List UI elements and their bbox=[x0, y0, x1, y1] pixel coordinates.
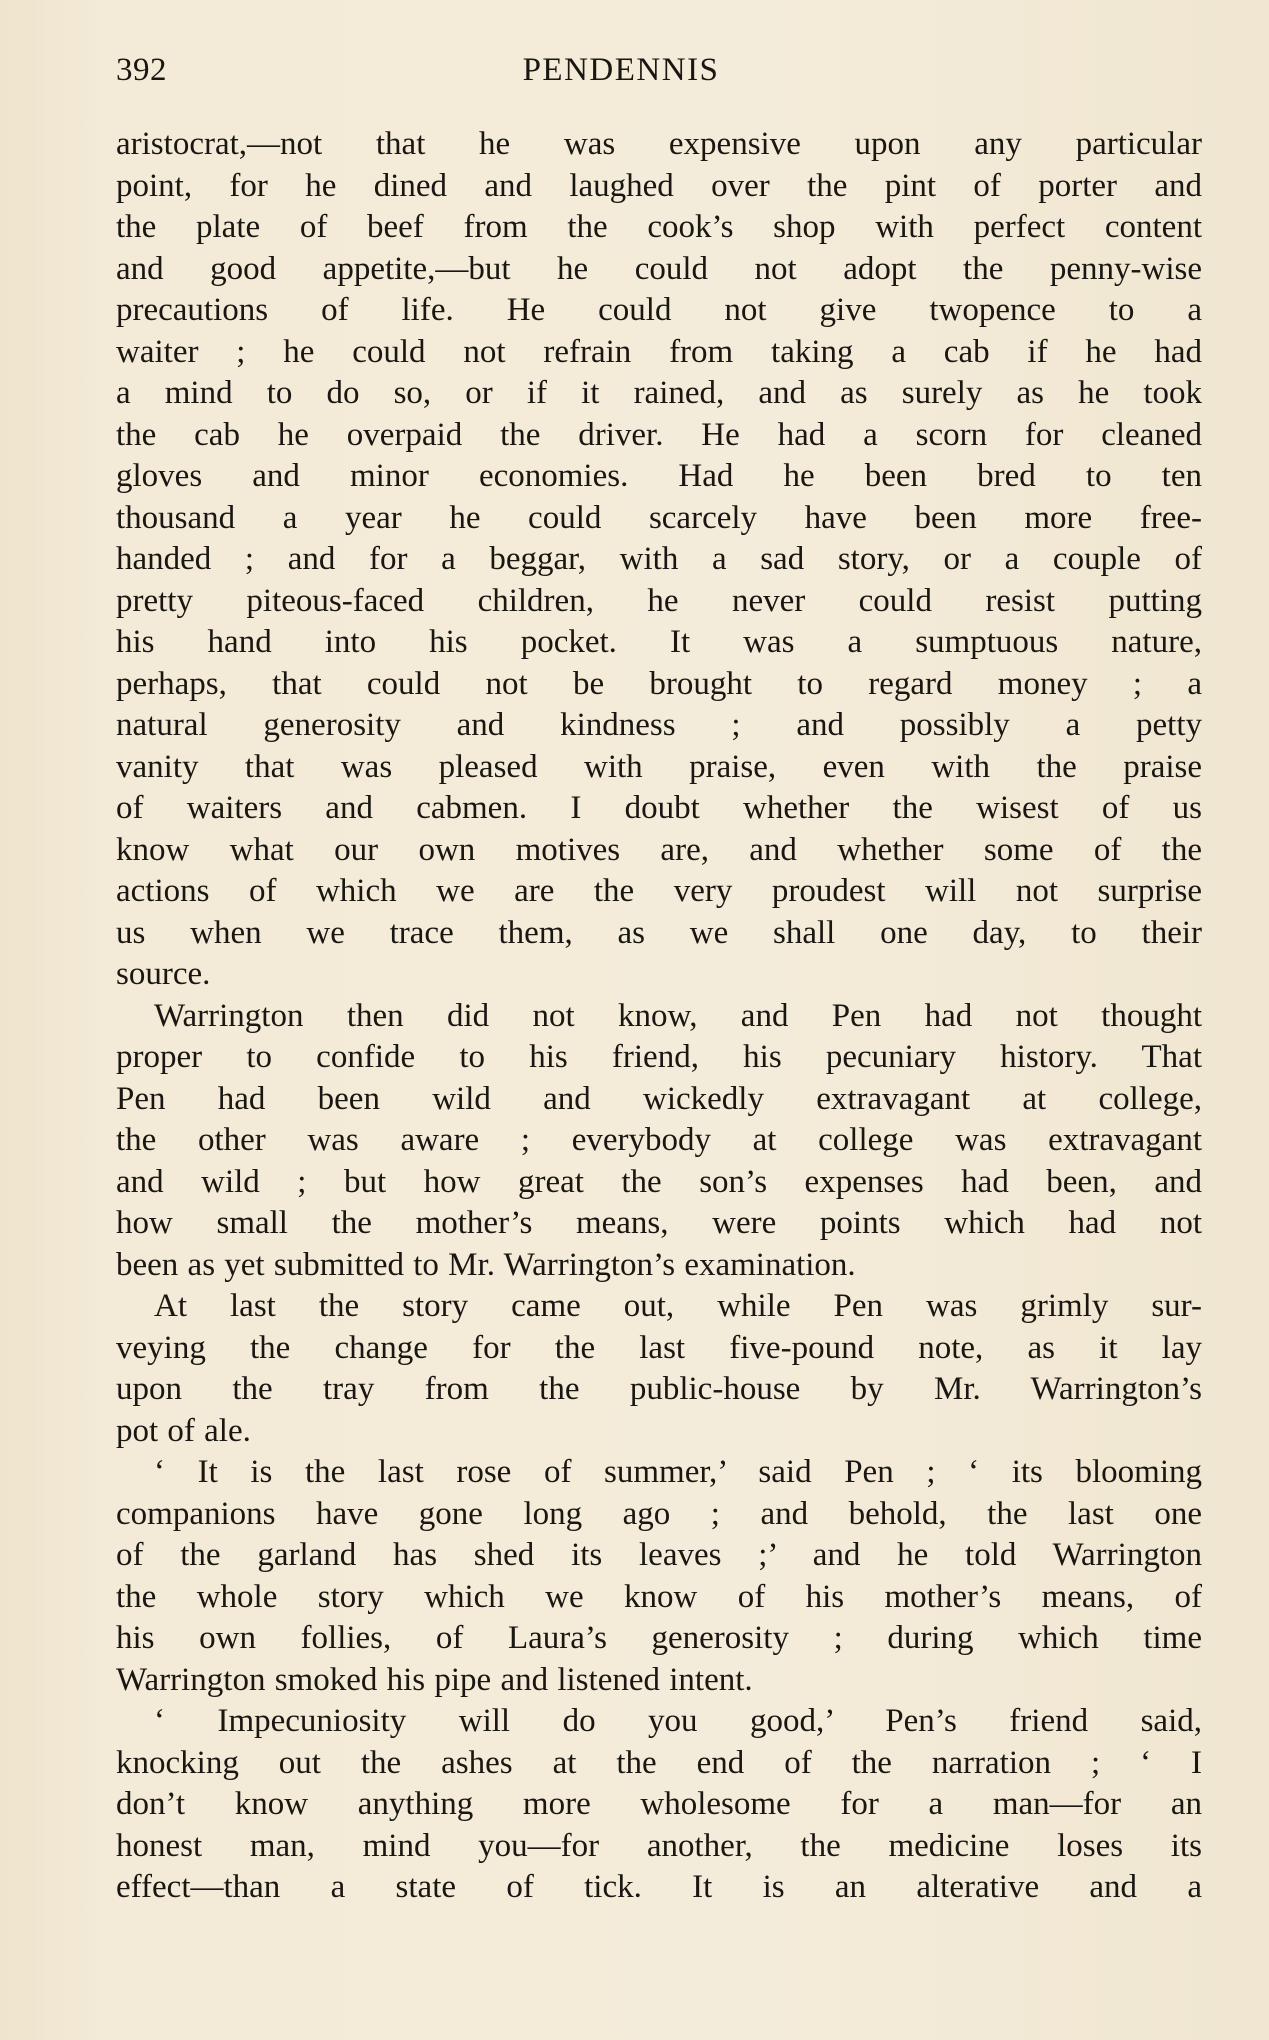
text-line: and wild ; but how great the son’s expenses had been, and bbox=[116, 1163, 1202, 1200]
text-line: pot of ale. bbox=[116, 1412, 251, 1449]
text-line: honest man, mind you—for another, the medicine loses its bbox=[116, 1827, 1202, 1864]
text-line: ‘ Impecuniosity will do you good,’ Pen’s friend said, bbox=[154, 1703, 1202, 1739]
text-line: gloves and minor economies. Had he been bred to ten bbox=[116, 458, 1202, 494]
text-line: companions have gone long ago ; and behold, the last one bbox=[116, 1495, 1202, 1532]
text-line: the whole story which we know of his mother’s means, of bbox=[116, 1578, 1202, 1615]
text-line: proper to confide to his friend, his pecuniary history. That bbox=[116, 1039, 1202, 1075]
text-line: know what our own motives are, and whether some of the bbox=[116, 831, 1202, 868]
text-line: precautions of life. He could not give twopence to a bbox=[116, 292, 1202, 328]
text-line: waiter ; he could not refrain from taking a cab if he had bbox=[116, 333, 1202, 370]
text-line: a mind to do so, or if it rained, and as surely as he took bbox=[116, 375, 1202, 411]
text-line: aristocrat,—not that he was expensive upon any particular bbox=[116, 126, 1202, 162]
text-line: of the garland has shed its leaves ;’ and he told Warrington bbox=[116, 1537, 1202, 1573]
running-title: PENDENNIS bbox=[522, 52, 720, 88]
text-line: actions of which we are the very proudest will not surprise bbox=[116, 873, 1202, 909]
text-line: been as yet submitted to Mr. Warrington’s examination. bbox=[116, 1246, 856, 1283]
text-line: At last the story came out, while Pen was grimly sur- bbox=[154, 1288, 1202, 1324]
text-line: Pen had been wild and wickedly extravagant at college, bbox=[116, 1080, 1202, 1117]
text-line: don’t know anything more wholesome for a man—for an bbox=[116, 1786, 1202, 1822]
text-line: his own follies, of Laura’s generosity ; during which time bbox=[116, 1620, 1202, 1656]
text-line: Warrington smoked his pipe and listened intent. bbox=[116, 1661, 753, 1698]
text-line: and good appetite,—but he could not adopt the penny-wise bbox=[116, 250, 1202, 287]
text-line: how small the mother’s means, were points which had not bbox=[116, 1205, 1202, 1241]
text-line: handed ; and for a beggar, with a sad story, or a couple of bbox=[116, 541, 1202, 577]
text-line: effect—than a state of tick. It is an alterative and a bbox=[116, 1869, 1202, 1905]
text-line: point, for he dined and laughed over the pint of porter and bbox=[116, 167, 1202, 204]
text-line: pretty piteous-faced children, he never could resist putting bbox=[116, 582, 1202, 619]
text-line: source. bbox=[116, 956, 211, 992]
text-line: veying the change for the last five-pound note, as it lay bbox=[116, 1329, 1202, 1366]
page-header bbox=[116, 48, 1126, 92]
body-text bbox=[116, 124, 1202, 1909]
text-line: thousand a year he could scarcely have been more free- bbox=[116, 499, 1202, 536]
text-line: us when we trace them, as we shall one day, to their bbox=[116, 914, 1202, 951]
page-number: 392 bbox=[116, 52, 167, 88]
text-line: the plate of beef from the cook’s shop with perfect content bbox=[116, 209, 1202, 245]
text-line: perhaps, that could not be brought to regard money ; a bbox=[116, 665, 1202, 702]
text-line: the other was aware ; everybody at college was extravagant bbox=[116, 1122, 1202, 1158]
text-line: knocking out the ashes at the end of the narration ; ‘ I bbox=[116, 1744, 1202, 1781]
text-line: vanity that was pleased with praise, even with the praise bbox=[116, 748, 1202, 785]
text-line: his hand into his pocket. It was a sumptuous nature, bbox=[116, 624, 1202, 660]
text-line: Warrington then did not know, and Pen had not thought bbox=[154, 997, 1202, 1034]
text-line: natural generosity and kindness ; and possibly a petty bbox=[116, 707, 1202, 743]
text-line: of waiters and cabmen. I doubt whether the wisest of us bbox=[116, 790, 1202, 826]
text-line: ‘ It is the last rose of summer,’ said Pen ; ‘ its blooming bbox=[154, 1454, 1202, 1490]
text-line: the cab he overpaid the driver. He had a scorn for cleaned bbox=[116, 416, 1202, 453]
text-line: upon the tray from the public-house by Mr. Warrington’s bbox=[116, 1371, 1202, 1407]
